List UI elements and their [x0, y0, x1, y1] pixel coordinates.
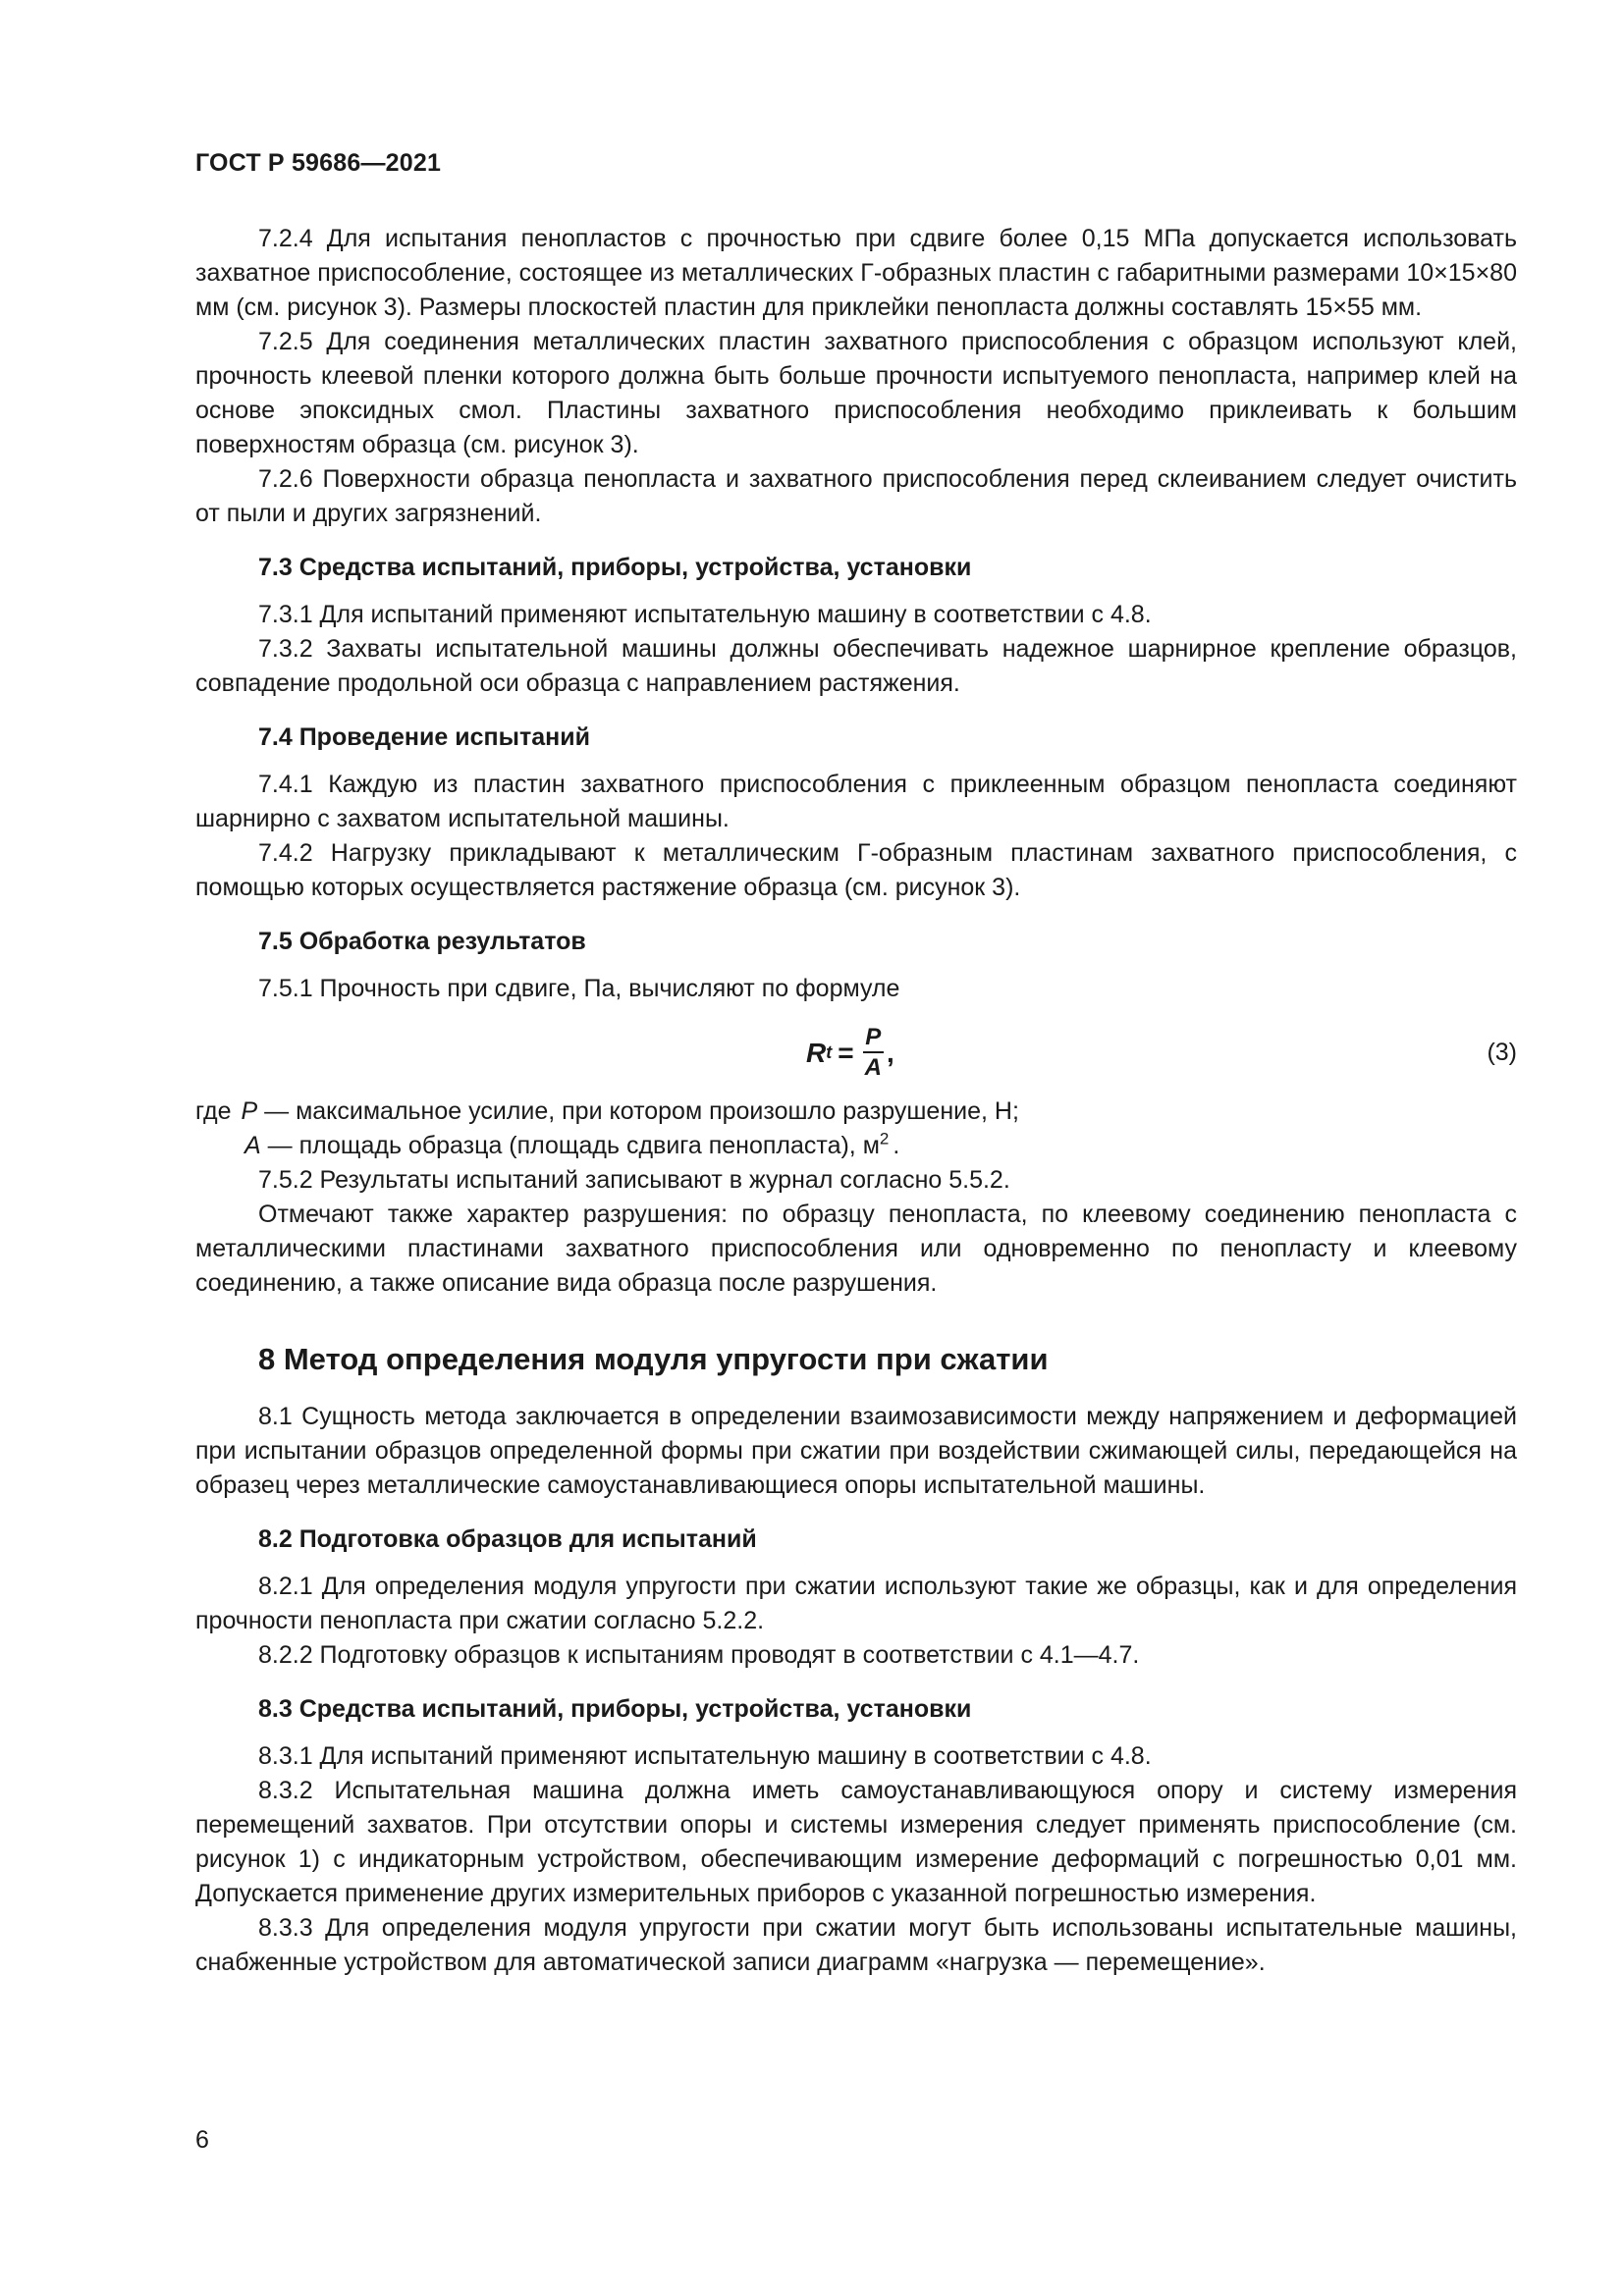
subheading-7-5: 7.5 Обработка результатов	[258, 928, 586, 955]
formula-trailing-comma: ,	[886, 1037, 894, 1068]
paragraph-7-4-2: 7.4.2 Нагрузку прикладывают к металлическим Г-образным пластинам захватного приспособления, с помощью которых осуществляется растяжение образца (см. рисунок 3).	[195, 839, 1517, 901]
where-a-line	[195, 1129, 1517, 1163]
subheading-8-2: 8.2 Подготовка образцов для испытаний	[258, 1525, 757, 1553]
where-p-text: — максимальное усилие, при котором произошло разрушение, Н;	[257, 1097, 1019, 1125]
formula-lhs: R	[806, 1037, 827, 1068]
paragraph-7-2-6: 7.2.6 Поверхности образца пенопласта и захватного приспособления перед склеиванием следует очистить от пыли и других загрязнений.	[195, 465, 1517, 527]
formula-equals: =	[838, 1037, 854, 1068]
page-number: 6	[195, 2126, 209, 2154]
formula-fraction	[863, 1023, 884, 1082]
where-p-line	[195, 1095, 1517, 1129]
paragraph-8-2-2: 8.2.2 Подготовку образцов к испытаниям проводят в соответствии с 4.1—4.7.	[258, 1641, 1140, 1669]
subheading-8-3: 8.3 Средства испытаний, приборы, устройства, установки	[258, 1695, 972, 1723]
document-code: ГОСТ Р 59686—2021	[195, 149, 442, 177]
document-body	[195, 222, 1517, 1980]
formula-numerator: P	[865, 1024, 882, 1050]
paragraph-8-3-1: 8.3.1 Для испытаний применяют испытательную машину в соответствии с 4.8.	[258, 1742, 1152, 1770]
where-a-text: — площадь образца (площадь сдвига пенопласта), м	[260, 1132, 880, 1159]
where-a-symbol: A	[244, 1132, 261, 1159]
formula-denominator: A	[864, 1054, 882, 1081]
paragraph-8-2-1: 8.2.1 Для определения модуля упругости при сжатии используют такие же образцы, как и для определения прочности пенопласта при сжатии согласно 5.2.2.	[195, 1573, 1517, 1634]
formula-lhs-subscript: t	[826, 1041, 833, 1062]
paragraph-7-5-2: 7.5.2 Результаты испытаний записывают в журнал согласно 5.5.2.	[258, 1166, 1010, 1194]
paragraph-7-5-1: 7.5.1 Прочность при сдвиге, Па, вычисляют по формуле	[258, 975, 900, 1002]
paragraph-7-5-2-continued: Отмечают также характер разрушения: по образцу пенопласта, по клеевому соединению пенопласта с металлическими пластинами захватного приспособления или одновременно по пенопласту и клеевому соединению, а также описание вида образца после разрушения.	[195, 1201, 1517, 1297]
where-a-end: .	[893, 1132, 900, 1159]
formula-number: (3)	[1487, 1039, 1517, 1066]
paragraph-7-4-1: 7.4.1 Каждую из пластин захватного приспособления с приклеенным образцом пенопласта соединяют шарнирно с захватом испытательной машины.	[195, 771, 1517, 832]
paragraph-7-3-2: 7.3.2 Захваты испытательной машины должны обеспечивать надежное шарнирное крепление образцов, совпадение продольной оси образца с направлением растяжения.	[195, 635, 1517, 697]
where-a-superscript: 2	[879, 1129, 890, 1148]
formula-expression	[806, 1018, 894, 1087]
paragraph-7-2-4: 7.2.4 Для испытания пенопластов с прочностью при сдвиге более 0,15 МПа допускается использовать захватное приспособление, состоящее из металлических Г-образных пластин с габаритными размерами 10×15×80 мм (см. рисунок 3). Размеры плоскостей пластин для приклейки пенопласта должны составлять 15×55 мм.	[195, 225, 1517, 321]
paragraph-7-3-1: 7.3.1 Для испытаний применяют испытательную машину в соответствии с 4.8.	[258, 601, 1152, 628]
where-lead: где	[195, 1097, 232, 1125]
formula-3	[195, 1018, 1517, 1087]
heading-section-8: 8 Метод определения модуля упругости при сжатии	[258, 1342, 1049, 1376]
where-p-symbol: P	[241, 1097, 258, 1125]
subheading-7-4: 7.4 Проведение испытаний	[258, 723, 590, 751]
paragraph-8-3-2: 8.3.2 Испытательная машина должна иметь самоустанавливающуюся опору и систему измерения перемещений захватов. При отсутствии опоры и системы измерения следует применять приспособление (см. рисунок 1) с индикаторным устройством, обеспечивающим измерение деформаций с погрешностью 0,01 мм. Допускается применение других измерительных приборов с указанной погрешностью измерения.	[195, 1777, 1517, 1907]
paragraph-8-1: 8.1 Сущность метода заключается в определении взаимозависимости между напряжением и деформацией при испытании образцов определенной формы при сжатии при воздействии сжимающей силы, передающейся на образец через металлические самоустанавливающиеся опоры испытательной машины.	[195, 1403, 1517, 1499]
paragraph-8-3-3: 8.3.3 Для определения модуля упругости при сжатии могут быть использованы испытательные машины, снабженные устройством для автоматической записи диаграмм «нагрузка — перемещение».	[195, 1914, 1517, 1976]
subheading-7-3: 7.3 Средства испытаний, приборы, устройства, установки	[258, 554, 972, 581]
paragraph-7-2-5: 7.2.5 Для соединения металлических пластин захватного приспособления с образцом используют клей, прочность клеевой пленки которого должна быть больше прочности испытуемого пенопласта, например клей на основе эпоксидных смол. Пластины захватного приспособления необходимо приклеивать к большим поверхностям образца (см. рисунок 3).	[195, 328, 1517, 458]
